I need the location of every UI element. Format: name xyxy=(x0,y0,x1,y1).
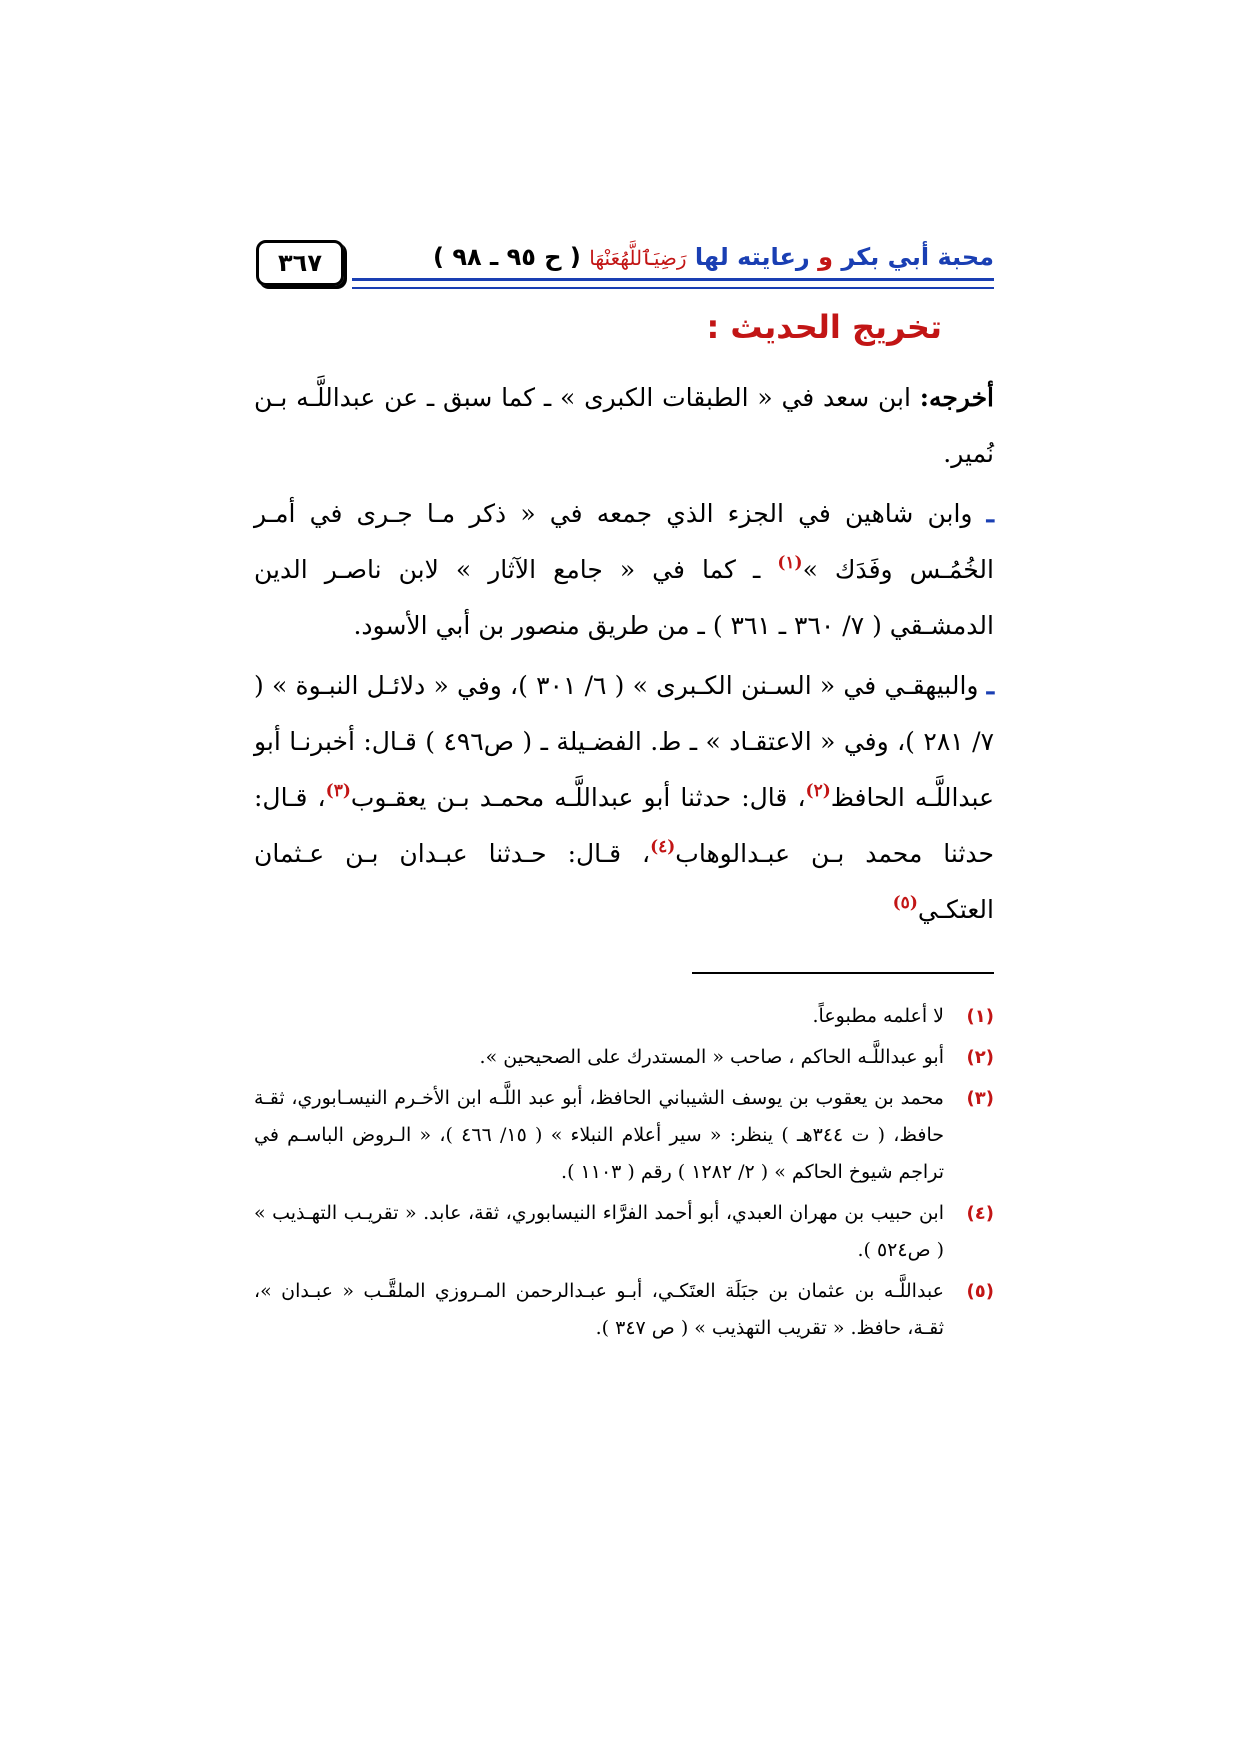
footnote-number: (٥) xyxy=(966,1281,994,1302)
lead-word: أخرجه: xyxy=(919,383,994,412)
footnote-ref-5[interactable]: (٥) xyxy=(892,893,918,913)
honorific-glyph: رَضِيَٱللَّهُعَنْهَا xyxy=(589,246,687,270)
page-header xyxy=(256,240,994,286)
paragraph-2 xyxy=(254,486,994,654)
footnote-4 xyxy=(254,1195,994,1269)
footnote-ref-1[interactable]: (١) xyxy=(777,553,803,573)
footnote-number: (١) xyxy=(966,1006,994,1027)
main-text xyxy=(254,370,994,938)
footnote-text: محمد بن يعقوب بن يوسف الشيباني الحافظ، أبو عبد اللَّـه ابن الأخـرم النيسـابوري، ثقـة حافظ، ( ت ٣٤٤هـ ) ينظر: « سير أعلام النبلاء » ( ١٥/ ٤٦٦ )، « الـروض الباسـم في تراجم شيوخ الحاكم » ( ٢/ ١٢٨٢ ) رقم ( ١١٠٣ ). xyxy=(254,1087,944,1183)
footnote-number: (٤) xyxy=(966,1203,994,1224)
footnote-ref-2[interactable]: (٢) xyxy=(805,781,831,801)
running-title-part1: محبة أبي بكر xyxy=(841,243,994,271)
footnote-5 xyxy=(254,1273,994,1347)
running-title-part4: ( ح ٩٥ ـ ٩٨ ) xyxy=(433,243,590,271)
footnote-number: (٣) xyxy=(966,1088,994,1109)
paragraph-3-text-b: ، قال: حدثنا أبو عبداللَّـه محمـد بـن يعقـوب xyxy=(350,783,806,812)
footnote-separator xyxy=(692,972,994,974)
paragraph-3-text-d: ، قـال: حـدثنا عبـدان بـن عـثمان العتكـي xyxy=(254,839,994,924)
footnote-number: (٢) xyxy=(966,1047,994,1068)
running-title xyxy=(433,240,994,275)
paragraph-3-text-a: والبيهقـي في « السـنن الكـبرى » ( ٦/ ٣٠١ )، وفي « دلائـل النبـوة » ( ٧/ ٢٨١ )، وفي « الاعتقـاد » ـ ط. الفضـيلة ـ ( ص٤٩٦ ) قـال: أخبرنـا أبو عبداللَّـه الحافظ xyxy=(254,671,994,812)
section-title: تخريج الحديث : xyxy=(706,308,942,346)
paragraph-3-text-c: ، قـال: حدثنا محمد بـن عبـدالوهاب xyxy=(254,783,994,868)
footnote-text: أبو عبداللَّـه الحاكم ، صاحب « المستدرك على الصحيحين ». xyxy=(479,1046,944,1068)
paragraph-2-text-a: وابن شاهين في الجزء الذي جمعه في « ذكر مـا جـرى في أمـر الخُمُـس وفَدَك » xyxy=(254,499,994,584)
footnote-3 xyxy=(254,1080,994,1191)
footnote-ref-4[interactable]: (٤) xyxy=(650,837,676,857)
dash-marker: ـ xyxy=(986,499,994,528)
footnote-2 xyxy=(254,1039,994,1076)
paragraph-1 xyxy=(254,370,994,482)
paragraph-2-text-b: ـ كما في « جامع الآثار » لابن ناصـر الدين الدمشـقي ( ٧/ ٣٦٠ ـ ٣٦١ ) ـ من طريق منصور بن أبي الأسود. xyxy=(254,555,994,640)
footnote-text: لا أعلمه مطبوعاً. xyxy=(812,1005,944,1027)
dash-marker: ـ xyxy=(986,671,995,700)
running-title-part3: رعايته لها xyxy=(686,243,810,271)
paragraph-1-text: ابن سعد في « الطبقات الكبرى » ـ كما سبق ـ عن عبداللَّـه بـن نُمير. xyxy=(254,383,994,468)
footnote-1 xyxy=(254,998,994,1035)
header-double-rule xyxy=(352,278,994,289)
footnote-text: ابن حبيب بن مهران العبدي، أبو أحمد الفرَّاء النيسابوري، ثقة، عابد. « تقريـب التهـذيب » ( ص٥٢٤ ). xyxy=(254,1202,944,1261)
footnote-text: عبداللَّـه بن عثمان بن جبَلَة العتَكـي، أبـو عبـدالرحمن المـروزي الملقَّـب « عبـدان »، ثقـة، حافظ. « تقريب التهذيب » ( ص ٣٤٧ ). xyxy=(254,1280,944,1339)
running-title-part2: و xyxy=(809,243,842,271)
page-number: ٣٦٧ xyxy=(256,240,344,286)
footnotes xyxy=(254,998,994,1351)
footnote-ref-3[interactable]: (٣) xyxy=(325,781,351,801)
paragraph-3 xyxy=(254,658,994,938)
